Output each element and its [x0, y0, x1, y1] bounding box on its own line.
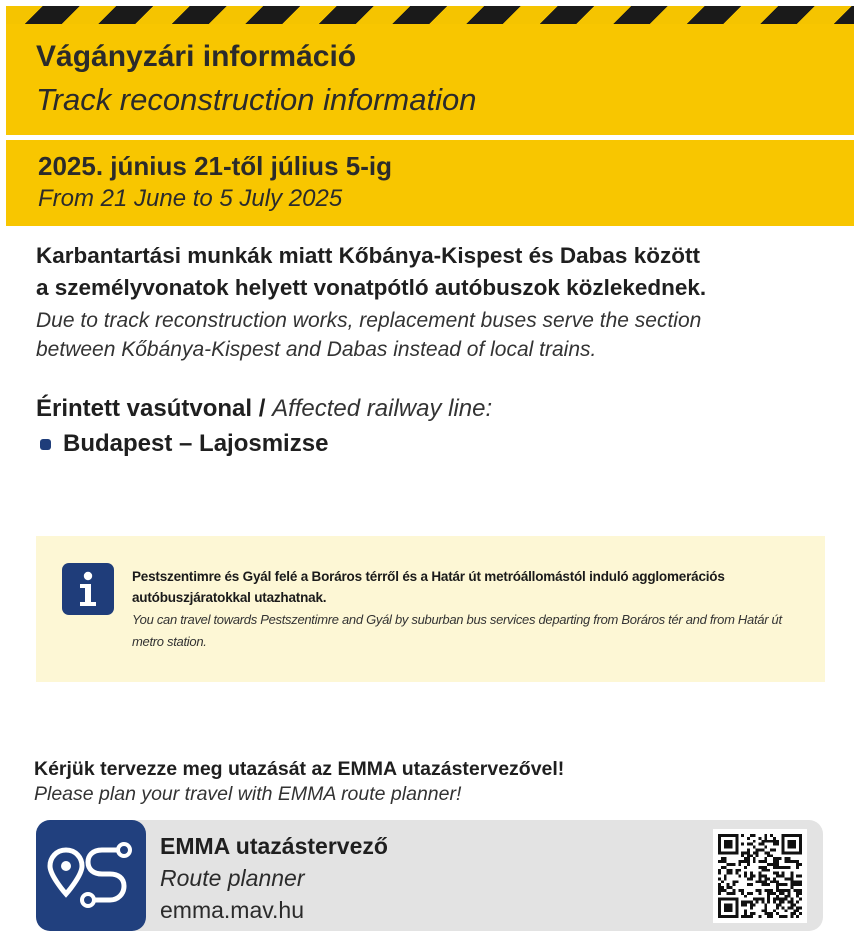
affected-label-hu: Érintett vasútvonal [36, 395, 253, 422]
intro-hu-line-1: Karbantartási munkák miatt Kőbánya-Kispest és Dabas között [36, 243, 700, 268]
page-title-english: Track reconstruction information [36, 82, 477, 117]
qr-code [713, 829, 807, 923]
emma-route-planner-bar[interactable] [36, 820, 823, 931]
date-banner [6, 140, 854, 226]
intro-text [36, 240, 826, 364]
bullet-icon [40, 439, 51, 450]
info-en-line-1: You can travel towards Pestszentimre and Gyál by suburban bus services departing from Boráros tér and from Határ út [132, 612, 782, 627]
info-hu-line-1: Pestszentimre és Gyál felé a Boráros térről és a Határ út metróállomástól induló agglomerációs [132, 569, 725, 584]
railway-line-name: Budapest – Lajosmizse [63, 430, 329, 457]
intro-hu-line-2: a személyvonatok helyett vonatpótló autóbuszok közlekednek. [36, 275, 707, 300]
info-icon [62, 563, 114, 615]
hazard-stripes [6, 6, 854, 24]
emma-url-link[interactable]: emma.mav.hu [160, 897, 305, 923]
plan-prompt-hu: Kérjük tervezze meg utazását az EMMA utazástervezővel! [34, 758, 565, 780]
emma-text [160, 830, 388, 926]
info-box [36, 536, 825, 682]
route-planner-icon [36, 820, 146, 931]
info-en-line-2: metro station. [132, 634, 207, 649]
intro-en-line-1: Due to track reconstruction works, replacement buses serve the section [36, 309, 702, 332]
affected-line-heading [36, 395, 492, 423]
emma-name: EMMA utazástervező [160, 833, 388, 859]
affected-line-item [40, 430, 328, 458]
plan-prompt-en: Please plan your travel with EMMA route planner! [34, 783, 462, 805]
info-hu-line-2: autóbuszjáratokkal utazhatnak. [132, 590, 327, 605]
date-range-english: From 21 June to 5 July 2025 [38, 185, 343, 212]
emma-subtitle: Route planner [160, 865, 305, 891]
affected-label-en: Affected railway line: [272, 395, 493, 422]
info-text [132, 566, 802, 653]
affected-separator: / [252, 395, 273, 422]
date-range: 2025. június 21-től július 5-ig [38, 151, 392, 181]
intro-en-line-2: between Kőbánya-Kispest and Dabas instead of local trains. [36, 338, 597, 361]
header-banner [6, 24, 854, 135]
plan-prompt [34, 756, 564, 806]
page-title: Vágányzári információ [36, 40, 357, 73]
